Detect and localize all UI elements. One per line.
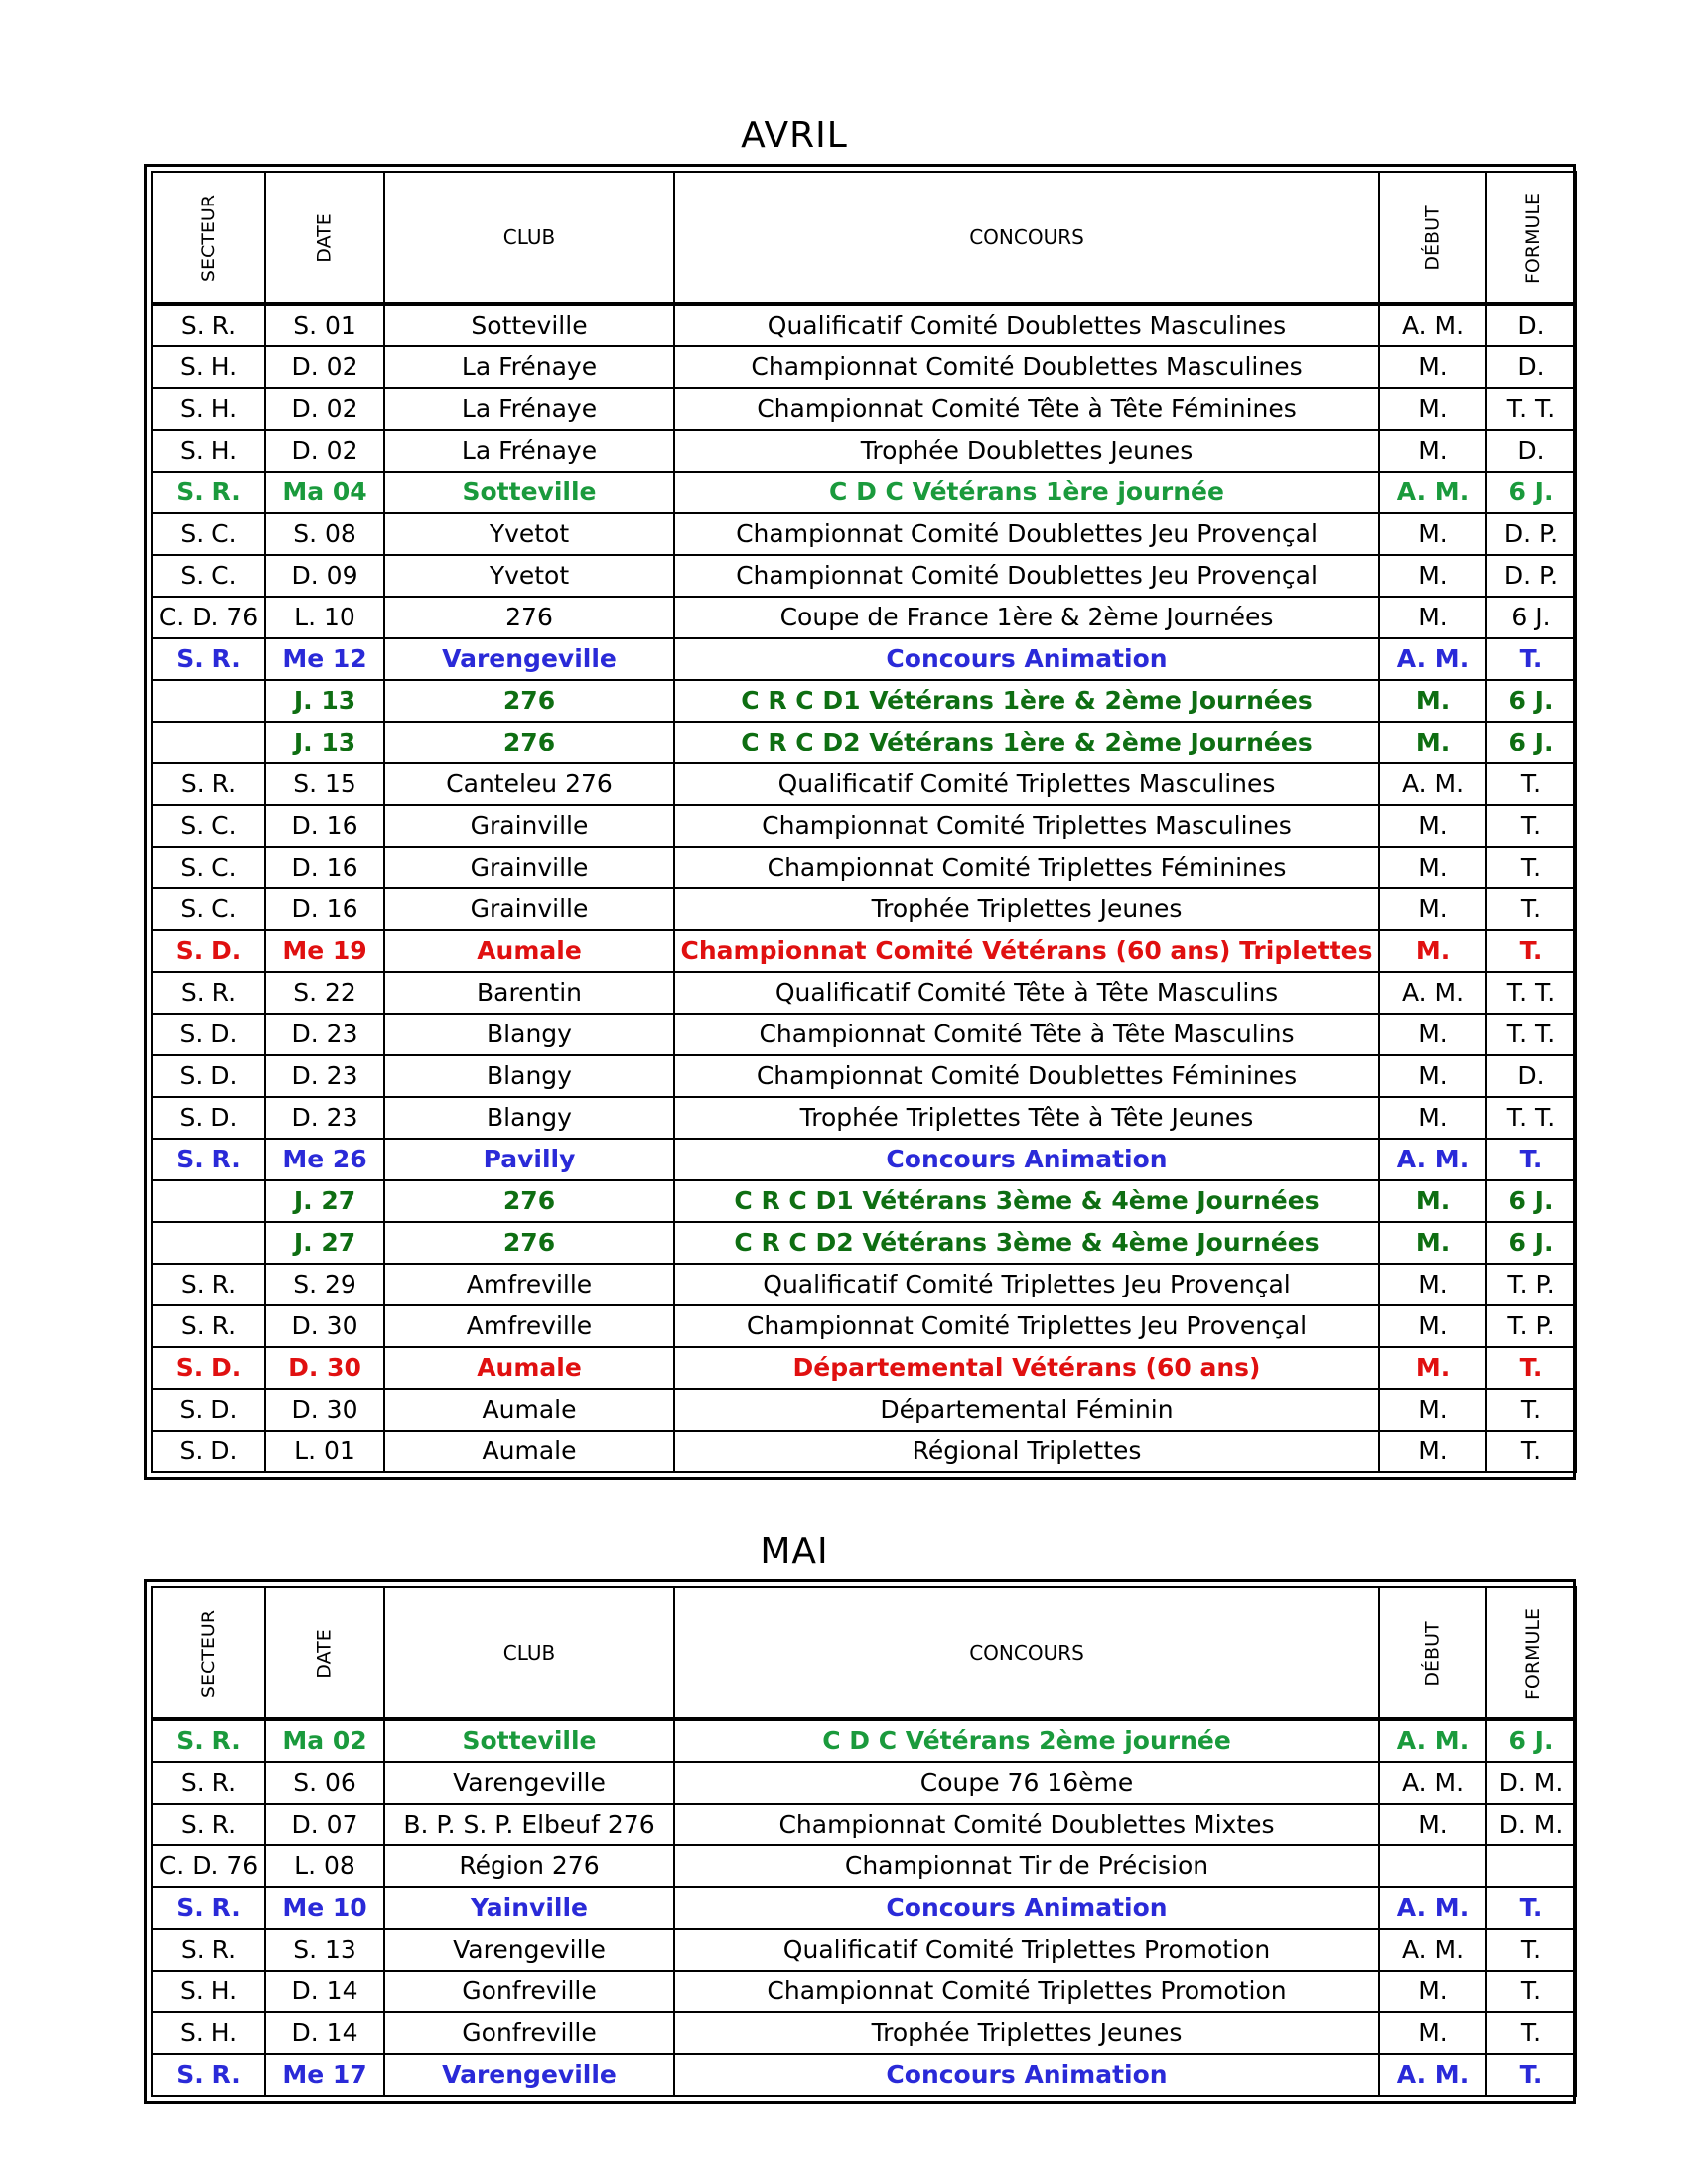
table-row	[152, 1014, 1576, 1055]
schedule-table-mai	[144, 1579, 1576, 2104]
cell-formule: T.	[1486, 638, 1576, 680]
cell-debut: M.	[1379, 930, 1486, 972]
cell-concours: Championnat Comité Doublettes Jeu Provençal	[674, 555, 1379, 597]
cell-date: S. 22	[265, 972, 384, 1014]
cell-debut: M.	[1379, 1222, 1486, 1264]
cell-concours: C R C D2 Vétérans 1ère & 2ème Journées	[674, 722, 1379, 763]
cell-formule: T.	[1486, 2054, 1576, 2096]
table-row	[152, 1971, 1576, 2012]
cell-formule: T.	[1486, 847, 1576, 888]
header-row	[152, 172, 1576, 304]
cell-concours: Qualificatif Comité Triplettes Masculines	[674, 763, 1379, 805]
cell-concours: Qualificatif Comité Triplettes Promotion	[674, 1929, 1379, 1971]
cell-concours: Qualificatif Comité Triplettes Jeu Provençal	[674, 1264, 1379, 1305]
cell-debut: M.	[1379, 847, 1486, 888]
header-secteur: SECTEUR	[152, 1587, 265, 1719]
cell-concours: Trophée Triplettes Tête à Tête Jeunes	[674, 1097, 1379, 1139]
cell-debut: M.	[1379, 1804, 1486, 1845]
cell-secteur: S. D.	[152, 1431, 265, 1472]
table-row	[152, 930, 1576, 972]
header-date: DATE	[265, 172, 384, 304]
cell-club: Yainville	[384, 1887, 674, 1929]
cell-club: Varengeville	[384, 1762, 674, 1804]
cell-formule: T.	[1486, 2012, 1576, 2054]
cell-formule: T.	[1486, 1431, 1576, 1472]
cell-club: Sotteville	[384, 304, 674, 346]
cell-club: Grainville	[384, 805, 674, 847]
cell-formule: T. P.	[1486, 1305, 1576, 1347]
cell-concours: Qualificatif Comité Doublettes Masculines	[674, 304, 1379, 346]
cell-date: S. 15	[265, 763, 384, 805]
cell-concours: Championnat Tir de Précision	[674, 1845, 1379, 1887]
header-formule: FORMULE	[1486, 1587, 1576, 1719]
cell-date: S. 13	[265, 1929, 384, 1971]
cell-concours: Championnat Comité Doublettes Jeu Provençal	[674, 513, 1379, 555]
cell-date: Me 12	[265, 638, 384, 680]
cell-secteur: S. H.	[152, 430, 265, 472]
cell-concours: Trophée Triplettes Jeunes	[674, 888, 1379, 930]
cell-concours: Trophée Triplettes Jeunes	[674, 2012, 1379, 2054]
cell-club: Aumale	[384, 1389, 674, 1431]
header-debut: DÉBUT	[1379, 172, 1486, 304]
cell-club: Amfreville	[384, 1264, 674, 1305]
cell-debut: A. M.	[1379, 1762, 1486, 1804]
cell-date: D. 07	[265, 1804, 384, 1845]
cell-concours: C R C D1 Vétérans 1ère & 2ème Journées	[674, 680, 1379, 722]
table-row	[152, 1389, 1576, 1431]
cell-formule: 6 J.	[1486, 1222, 1576, 1264]
cell-date: D. 16	[265, 888, 384, 930]
cell-debut: M.	[1379, 1347, 1486, 1389]
table-row	[152, 847, 1576, 888]
cell-concours: Coupe de France 1ère & 2ème Journées	[674, 597, 1379, 638]
cell-debut: A. M.	[1379, 472, 1486, 513]
cell-club: Pavilly	[384, 1139, 674, 1180]
cell-secteur: S. H.	[152, 388, 265, 430]
cell-concours: Départemental Féminin	[674, 1389, 1379, 1431]
cell-debut: M.	[1379, 1014, 1486, 1055]
cell-club: Région 276	[384, 1845, 674, 1887]
cell-date: S. 01	[265, 304, 384, 346]
cell-debut: M.	[1379, 1264, 1486, 1305]
table-row	[152, 1804, 1576, 1845]
table-row	[152, 972, 1576, 1014]
header-date: DATE	[265, 1587, 384, 1719]
cell-secteur: S. R.	[152, 1762, 265, 1804]
cell-debut: A. M.	[1379, 1929, 1486, 1971]
table-row	[152, 513, 1576, 555]
cell-club: Barentin	[384, 972, 674, 1014]
table-row	[152, 1719, 1576, 1762]
cell-concours: Concours Animation	[674, 2054, 1379, 2096]
cell-date: Me 26	[265, 1139, 384, 1180]
cell-concours: Championnat Comité Vétérans (60 ans) Triplettes	[674, 930, 1379, 972]
cell-secteur: S. D.	[152, 1055, 265, 1097]
cell-secteur: S. R.	[152, 1139, 265, 1180]
cell-concours: Championnat Comité Triplettes Jeu Provençal	[674, 1305, 1379, 1347]
month-title-avril: AVRIL	[741, 115, 848, 156]
cell-formule: D.	[1486, 1055, 1576, 1097]
cell-formule: T.	[1486, 1139, 1576, 1180]
cell-concours: C R C D2 Vétérans 3ème & 4ème Journées	[674, 1222, 1379, 1264]
table-row	[152, 638, 1576, 680]
cell-debut: M.	[1379, 1097, 1486, 1139]
cell-club: Varengeville	[384, 2054, 674, 2096]
cell-club: Yvetot	[384, 513, 674, 555]
cell-secteur: S. R.	[152, 304, 265, 346]
cell-date: D. 23	[265, 1014, 384, 1055]
header-concours: CONCOURS	[674, 1587, 1379, 1719]
cell-club: 276	[384, 680, 674, 722]
header-formule: FORMULE	[1486, 172, 1576, 304]
table-row	[152, 555, 1576, 597]
cell-secteur: S. H.	[152, 346, 265, 388]
cell-secteur	[152, 680, 265, 722]
cell-secteur: C. D. 76	[152, 1845, 265, 1887]
cell-debut: M.	[1379, 1431, 1486, 1472]
cell-concours: Concours Animation	[674, 1887, 1379, 1929]
cell-formule: T.	[1486, 1347, 1576, 1389]
cell-debut: A. M.	[1379, 2054, 1486, 2096]
cell-date: Me 10	[265, 1887, 384, 1929]
cell-secteur: C. D. 76	[152, 597, 265, 638]
cell-secteur: S. R.	[152, 638, 265, 680]
cell-secteur: S. R.	[152, 1305, 265, 1347]
cell-formule: T. P.	[1486, 1264, 1576, 1305]
cell-date: L. 10	[265, 597, 384, 638]
table-row	[152, 1055, 1576, 1097]
cell-club: Grainville	[384, 847, 674, 888]
cell-formule: D.	[1486, 346, 1576, 388]
cell-club: 276	[384, 722, 674, 763]
table-row	[152, 1431, 1576, 1472]
table-row	[152, 1264, 1576, 1305]
cell-secteur: S. D.	[152, 1097, 265, 1139]
cell-date: L. 08	[265, 1845, 384, 1887]
cell-date: D. 23	[265, 1097, 384, 1139]
cell-formule: D.	[1486, 430, 1576, 472]
cell-debut: M.	[1379, 680, 1486, 722]
table-row	[152, 388, 1576, 430]
cell-concours: Coupe 76 16ème	[674, 1762, 1379, 1804]
cell-date: Me 17	[265, 2054, 384, 2096]
cell-formule: D.	[1486, 304, 1576, 346]
cell-club: Aumale	[384, 1431, 674, 1472]
cell-secteur: S. R.	[152, 1887, 265, 1929]
cell-date: S. 08	[265, 513, 384, 555]
cell-club: Blangy	[384, 1014, 674, 1055]
cell-date: J. 13	[265, 722, 384, 763]
cell-formule	[1486, 1845, 1576, 1887]
cell-club: La Frénaye	[384, 388, 674, 430]
cell-concours: Concours Animation	[674, 638, 1379, 680]
table-row	[152, 1180, 1576, 1222]
cell-secteur: S. D.	[152, 1347, 265, 1389]
table-row	[152, 680, 1576, 722]
header-club: CLUB	[384, 1587, 674, 1719]
cell-date: S. 06	[265, 1762, 384, 1804]
cell-club: La Frénaye	[384, 430, 674, 472]
cell-club: Blangy	[384, 1097, 674, 1139]
cell-club: Canteleu 276	[384, 763, 674, 805]
cell-formule: T. T.	[1486, 388, 1576, 430]
cell-date: D. 02	[265, 346, 384, 388]
cell-debut: A. M.	[1379, 1719, 1486, 1762]
cell-date: Ma 04	[265, 472, 384, 513]
cell-debut: M.	[1379, 1971, 1486, 2012]
cell-date: D. 16	[265, 805, 384, 847]
cell-debut: M.	[1379, 430, 1486, 472]
cell-concours: Championnat Comité Tête à Tête Féminines	[674, 388, 1379, 430]
month-title-mai: MAI	[760, 1531, 829, 1571]
cell-secteur	[152, 722, 265, 763]
table-row	[152, 722, 1576, 763]
cell-formule: D. M.	[1486, 1804, 1576, 1845]
cell-debut: A. M.	[1379, 304, 1486, 346]
table-row	[152, 304, 1576, 346]
cell-club: Blangy	[384, 1055, 674, 1097]
table-row	[152, 1139, 1576, 1180]
cell-date: L. 01	[265, 1431, 384, 1472]
table-row	[152, 1929, 1576, 1971]
cell-concours: Championnat Comité Doublettes Féminines	[674, 1055, 1379, 1097]
cell-debut: M.	[1379, 1055, 1486, 1097]
header-debut: DÉBUT	[1379, 1587, 1486, 1719]
cell-formule: D. M.	[1486, 1762, 1576, 1804]
table-row	[152, 1762, 1576, 1804]
cell-formule: 6 J.	[1486, 597, 1576, 638]
cell-concours: Championnat Comité Doublettes Masculines	[674, 346, 1379, 388]
cell-concours: Championnat Comité Triplettes Masculines	[674, 805, 1379, 847]
header-concours: CONCOURS	[674, 172, 1379, 304]
cell-debut: M.	[1379, 805, 1486, 847]
cell-debut: M.	[1379, 722, 1486, 763]
cell-date: D. 09	[265, 555, 384, 597]
cell-debut: M.	[1379, 2012, 1486, 2054]
cell-secteur: S. C.	[152, 805, 265, 847]
cell-concours: Championnat Comité Triplettes Promotion	[674, 1971, 1379, 2012]
table-row	[152, 1845, 1576, 1887]
cell-date: D. 30	[265, 1389, 384, 1431]
table-row	[152, 2012, 1576, 2054]
cell-date: D. 14	[265, 2012, 384, 2054]
cell-club: Yvetot	[384, 555, 674, 597]
cell-concours: Championnat Comité Doublettes Mixtes	[674, 1804, 1379, 1845]
cell-formule: T. T.	[1486, 1097, 1576, 1139]
cell-club: 276	[384, 597, 674, 638]
table-row	[152, 888, 1576, 930]
table-row	[152, 430, 1576, 472]
cell-secteur: S. C.	[152, 888, 265, 930]
header-club: CLUB	[384, 172, 674, 304]
cell-formule: T.	[1486, 888, 1576, 930]
schedule-table-avril	[144, 164, 1576, 1480]
cell-club: Sotteville	[384, 472, 674, 513]
cell-secteur: S. R.	[152, 763, 265, 805]
cell-formule: D. P.	[1486, 513, 1576, 555]
cell-formule: T.	[1486, 930, 1576, 972]
cell-date: J. 27	[265, 1222, 384, 1264]
cell-formule: T.	[1486, 763, 1576, 805]
cell-debut: M.	[1379, 513, 1486, 555]
cell-club: 276	[384, 1180, 674, 1222]
cell-formule: T.	[1486, 1929, 1576, 1971]
cell-date: Ma 02	[265, 1719, 384, 1762]
cell-secteur: S. H.	[152, 2012, 265, 2054]
cell-debut: M.	[1379, 597, 1486, 638]
table-row	[152, 1347, 1576, 1389]
cell-club: La Frénaye	[384, 346, 674, 388]
cell-secteur: S. D.	[152, 1389, 265, 1431]
header-row	[152, 1587, 1576, 1719]
cell-secteur: S. D.	[152, 1014, 265, 1055]
cell-date: D. 02	[265, 430, 384, 472]
cell-debut: M.	[1379, 388, 1486, 430]
table-row	[152, 346, 1576, 388]
cell-club: 276	[384, 1222, 674, 1264]
cell-club: Amfreville	[384, 1305, 674, 1347]
cell-debut: M.	[1379, 1180, 1486, 1222]
cell-debut: A. M.	[1379, 1139, 1486, 1180]
cell-concours: C D C Vétérans 2ème journée	[674, 1719, 1379, 1762]
cell-concours: Concours Animation	[674, 1139, 1379, 1180]
cell-secteur: S. R.	[152, 1264, 265, 1305]
table-row	[152, 597, 1576, 638]
cell-secteur: S. H.	[152, 1971, 265, 2012]
cell-formule: T.	[1486, 1971, 1576, 2012]
cell-club: Aumale	[384, 1347, 674, 1389]
cell-secteur: S. R.	[152, 472, 265, 513]
table-row	[152, 1887, 1576, 1929]
cell-date: J. 13	[265, 680, 384, 722]
cell-formule: T. T.	[1486, 1014, 1576, 1055]
cell-club: Varengeville	[384, 1929, 674, 1971]
cell-date: Me 19	[265, 930, 384, 972]
cell-date: J. 27	[265, 1180, 384, 1222]
cell-date: D. 23	[265, 1055, 384, 1097]
cell-concours: Championnat Comité Tête à Tête Masculins	[674, 1014, 1379, 1055]
cell-formule: T.	[1486, 1887, 1576, 1929]
cell-secteur: S. R.	[152, 972, 265, 1014]
cell-debut: A. M.	[1379, 1887, 1486, 1929]
cell-debut: M.	[1379, 1389, 1486, 1431]
cell-debut: A. M.	[1379, 638, 1486, 680]
cell-formule: 6 J.	[1486, 472, 1576, 513]
cell-date: D. 30	[265, 1347, 384, 1389]
cell-debut: A. M.	[1379, 972, 1486, 1014]
cell-secteur: S. C.	[152, 555, 265, 597]
table-row	[152, 2054, 1576, 2096]
cell-club: Gonfreville	[384, 1971, 674, 2012]
table-row	[152, 763, 1576, 805]
header-secteur: SECTEUR	[152, 172, 265, 304]
table-row	[152, 1097, 1576, 1139]
cell-secteur: S. R.	[152, 1719, 265, 1762]
cell-formule: 6 J.	[1486, 722, 1576, 763]
table-row	[152, 805, 1576, 847]
cell-formule: D. P.	[1486, 555, 1576, 597]
cell-concours: Championnat Comité Triplettes Féminines	[674, 847, 1379, 888]
cell-concours: Régional Triplettes	[674, 1431, 1379, 1472]
cell-debut: M.	[1379, 888, 1486, 930]
cell-date: D. 02	[265, 388, 384, 430]
cell-concours: C R C D1 Vétérans 3ème & 4ème Journées	[674, 1180, 1379, 1222]
cell-secteur: S. R.	[152, 2054, 265, 2096]
table-row	[152, 1222, 1576, 1264]
cell-date: D. 14	[265, 1971, 384, 2012]
cell-debut	[1379, 1845, 1486, 1887]
cell-secteur: S. R.	[152, 1804, 265, 1845]
cell-club: Grainville	[384, 888, 674, 930]
cell-concours: C D C Vétérans 1ère journée	[674, 472, 1379, 513]
cell-debut: M.	[1379, 1305, 1486, 1347]
table-row	[152, 1305, 1576, 1347]
cell-formule: T.	[1486, 805, 1576, 847]
cell-club: Gonfreville	[384, 2012, 674, 2054]
cell-formule: T.	[1486, 1389, 1576, 1431]
cell-concours: Départemental Vétérans (60 ans)	[674, 1347, 1379, 1389]
table-row	[152, 472, 1576, 513]
cell-formule: 6 J.	[1486, 680, 1576, 722]
cell-secteur: S. C.	[152, 847, 265, 888]
cell-secteur: S. R.	[152, 1929, 265, 1971]
cell-date: D. 16	[265, 847, 384, 888]
cell-concours: Qualificatif Comité Tête à Tête Masculins	[674, 972, 1379, 1014]
cell-formule: T. T.	[1486, 972, 1576, 1014]
cell-concours: Trophée Doublettes Jeunes	[674, 430, 1379, 472]
cell-secteur	[152, 1180, 265, 1222]
cell-secteur: S. C.	[152, 513, 265, 555]
cell-debut: M.	[1379, 555, 1486, 597]
cell-date: D. 30	[265, 1305, 384, 1347]
cell-club: Varengeville	[384, 638, 674, 680]
cell-secteur: S. D.	[152, 930, 265, 972]
cell-debut: M.	[1379, 346, 1486, 388]
cell-secteur	[152, 1222, 265, 1264]
cell-club: Aumale	[384, 930, 674, 972]
cell-formule: 6 J.	[1486, 1180, 1576, 1222]
cell-debut: A. M.	[1379, 763, 1486, 805]
cell-formule: 6 J.	[1486, 1719, 1576, 1762]
cell-club: B. P. S. P. Elbeuf 276	[384, 1804, 674, 1845]
cell-date: S. 29	[265, 1264, 384, 1305]
cell-club: Sotteville	[384, 1719, 674, 1762]
